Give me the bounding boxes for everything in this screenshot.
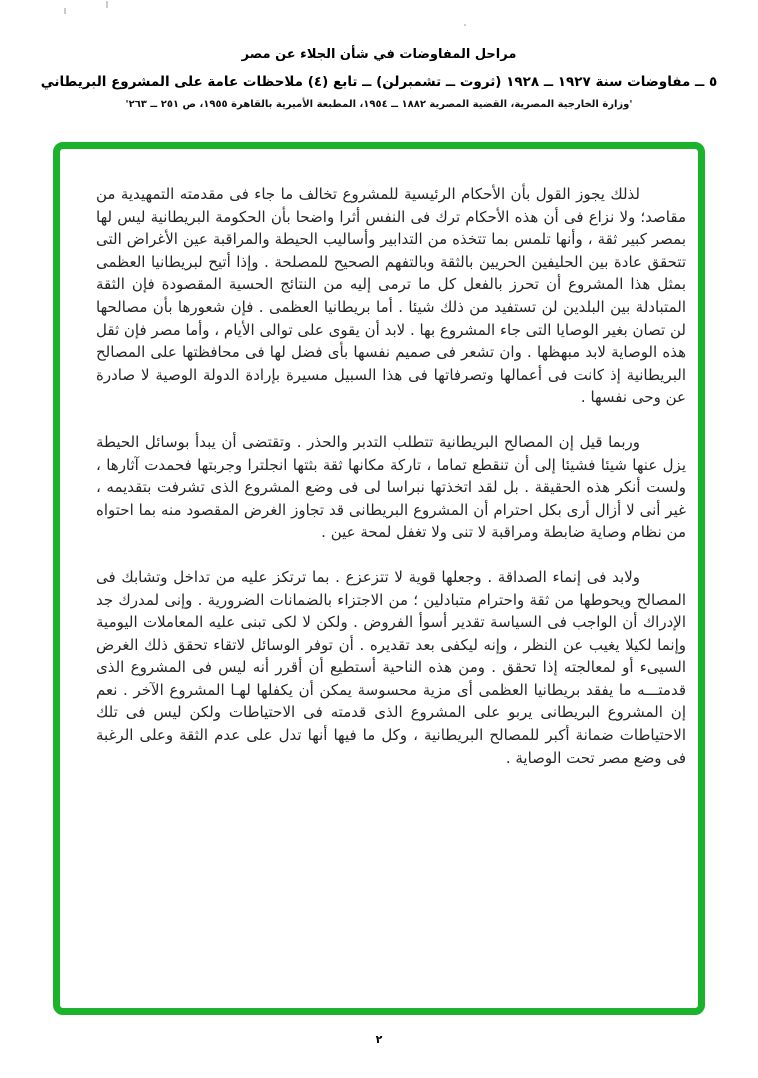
section-subtitle: ٥ ــ مفاوضات سنة ١٩٢٧ ــ ١٩٢٨ (ثروت ــ تشمبرلن) ــ تابع (٤) ملاحظات عامة على المشروع البريطاني	[40, 74, 718, 90]
scan-paragraph-2: وربما قيل إن المصالح البريطانية تتطلب التدبر والحذر . وتقتضى أن يبدأ بوسائل الحيطة يزل عنها شيئا فشيئا إلى أن تنقطع تماما ، تاركة مكانها ثقة بثتها انجلترا وجربتها فحمدت آثارها ، ولست أنكر هذه الحقيقة . بل لقد اتخذتها نبراسا لى فى وضع المشروع الذى تشرفت بتقديمه ، غير أنى لا أزال أرى بكل احترام أن المشروع البريطانى قد تجاوز الغرض المقصود منه بما احتواه من نظام وصاية ضابطة ومراقبة لا تنى ولا تغفل لمحة عين .	[96, 432, 686, 542]
page-title: مراحل المفاوضات في شأن الجلاء عن مصر	[241, 47, 517, 62]
scan-artifact	[106, 1, 108, 8]
header	[0, 46, 758, 110]
scan-artifact	[64, 8, 66, 14]
document-frame	[53, 142, 705, 1015]
scanned-text-area	[96, 183, 686, 791]
page-number: ٢	[375, 1033, 383, 1046]
scan-paragraph-1: لذلك يجوز القول بأن الأحكام الرئيسية للمشروع تخالف ما جاء فى مقدمته التمهيدية من مقاصد؛ ولا نزاع فى أن هذه الأحكام ترك فى النفس أثرا واضحا بأن الحكومة البريطانية ليس لها بمصر كبير ثقة ، وأنها تلمس بما تتخذه من التدابير وأساليب الحيطة والمراقبة عين الأغراض التى تتحقق عادة بين الحليفين الحريين بالثقة وبالتفهم الصحيح للمصلحة . وإذا أتيح لبريطانيا العظمى بمثل هذا المشروع أن تحرز بالفعل كل ما ترمى إليه من النتائج الحسية المقصودة فإن الثقة المتبادلة بين البلدين لن تستفيد من ذلك شيئا . أما بريطانيا العظمى . فإن شعورها بأن مصالحها لن تصان بغير الوصايا التى جاء المشروع بها . لابد أن يقوى على توالى الأيام ، وأما مصر فإن ثقل هذه الوصاية لابد مبهظها . وان تشعر فى صميم نفسها بأى فضل لها فى محافظتها على المصالح البريطانية إذ كانت فى أعمالها وتصرفاتها فى هذا السبيل مسيرة بإرادة الدولة الوصية لا صادرة عن وحى نفسها .	[96, 185, 686, 407]
scan-artifact	[464, 24, 466, 26]
source-citation: 'وزارة الخارجية المصرية، القضية المصرية ١٨٨٢ ــ ١٩٥٤، المطبعة الأميرية بالقاهرة ١٩٥٥، ص ٢٥١ ــ ٢٦٣'	[125, 99, 633, 110]
scan-paragraph-3: ولابد فى إنماء الصداقة . وجعلها قوية لا تتزعزع . بما ترتكز عليه من تداخل وتشابك فى المصالح ويحوطها من ثقة واحترام متبادلين ؛ من الاجتزاء بالضمانات الضرورية . وإنى لمدرك جد الإدراك أن الواجب فى السياسة تقدير أسوأ الفروض . ولكن لا لكى تبنى عليه المعاملات اليومية وإنما لكيلا يغيب عن النظر ، وإنه ليكفى بعد تقديره . أن توفر الوسائل لاتقاء تحقق ذلك الغرض السيىء أو لمعالجته إذا تحقق . ومن هذه الناحية أستطيع أن أقرر أنه ليس فى المشروع الذى قدمتـــه ما يفقد بريطانيا العظمى أى مزية محسوسة يمكن أن يكفلها لهـا المشروع الآخر . نعم إن المشروع البريطانى يربو على المشروع الذى قدمته فى الاحتياطات ولكن ليس فى تلك الاحتياطات ضمانة أكبر للمصالح البريطانية ، وكل ما فيها أنها تدل على عدم الثقة وعلى الرغبة فى وضع مصر تحت الوصاية .	[96, 567, 686, 767]
